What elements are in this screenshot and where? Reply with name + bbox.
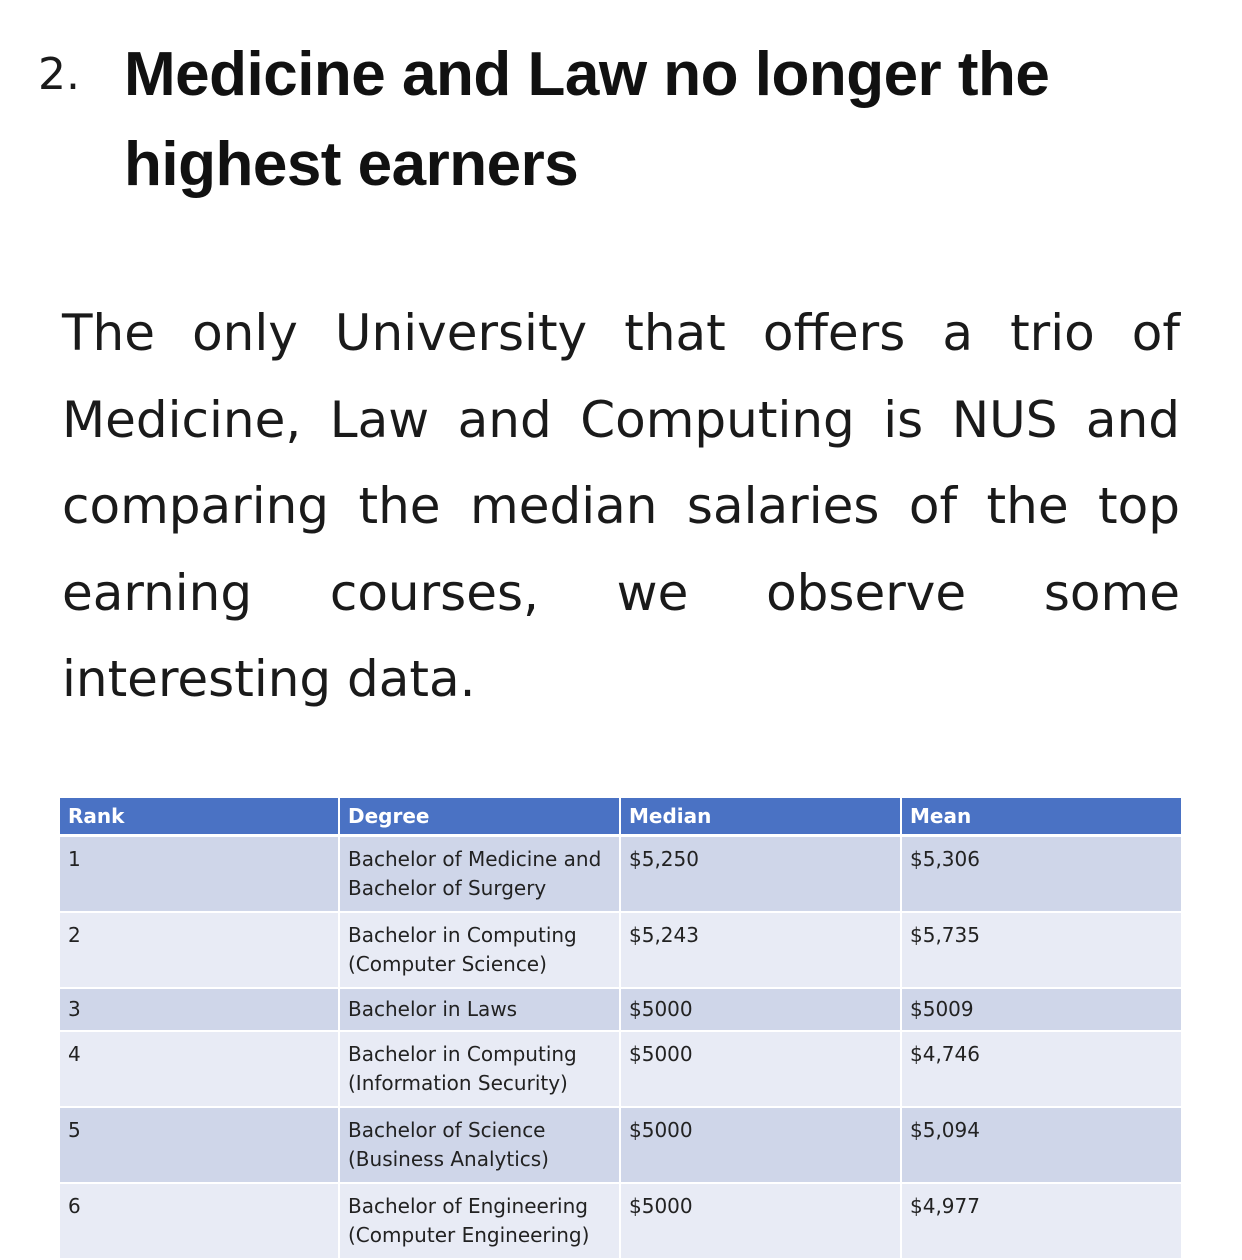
- section-number: 2.: [38, 49, 80, 100]
- degree-line: (Information Security): [348, 1071, 568, 1095]
- section-title: Medicine and Law no longer the highest earners: [124, 40, 1050, 199]
- rank-cell: 5: [60, 1107, 339, 1183]
- header-mean: Mean: [901, 798, 1181, 836]
- section-heading: [38, 30, 1158, 210]
- table-header-row: [60, 798, 1181, 836]
- table-row: [60, 836, 1181, 913]
- header-rank: Rank: [60, 798, 339, 836]
- table-row: [60, 1183, 1181, 1259]
- rank-cell: 6: [60, 1183, 339, 1259]
- salary-table: [60, 798, 1181, 1260]
- degree-cell: [339, 1107, 620, 1183]
- degree-line: Bachelor of Engineering: [348, 1194, 588, 1218]
- degree-line: (Business Analytics): [348, 1147, 549, 1171]
- degree-line: Bachelor of Surgery: [348, 876, 547, 900]
- degree-line: Bachelor of Medicine and: [348, 847, 602, 871]
- rank-cell: 4: [60, 1031, 339, 1107]
- header-median: Median: [620, 798, 901, 836]
- median-cell: $5,243: [620, 912, 901, 988]
- header-degree: Degree: [339, 798, 620, 836]
- mean-cell: $5,094: [901, 1107, 1181, 1183]
- degree-cell: [339, 1031, 620, 1107]
- median-cell: $5000: [620, 1107, 901, 1183]
- mean-cell: $5,735: [901, 912, 1181, 988]
- degree-cell: [339, 836, 620, 913]
- median-cell: $5,250: [620, 836, 901, 913]
- mean-cell: $4,746: [901, 1031, 1181, 1107]
- table-row: [60, 1031, 1181, 1107]
- rank-cell: 3: [60, 988, 339, 1031]
- rank-cell: 2: [60, 912, 339, 988]
- intro-paragraph: The only University that offers a trio of Medicine, Law and Computing is NUS and comparing the median salaries of the top earning courses, we observe some interesting data.: [62, 304, 1180, 708]
- degree-line: (Computer Engineering): [348, 1223, 590, 1247]
- table-row: [60, 988, 1181, 1031]
- degree-line: (Computer Science): [348, 952, 547, 976]
- degree-line: Bachelor of Science: [348, 1118, 546, 1142]
- median-cell: $5000: [620, 1031, 901, 1107]
- mean-cell: $4,977: [901, 1183, 1181, 1259]
- rank-cell: 1: [60, 836, 339, 913]
- median-cell: $5000: [620, 988, 901, 1031]
- degree-line: Bachelor in Computing: [348, 1042, 577, 1066]
- median-cell: $5000: [620, 1183, 901, 1259]
- table-row: [60, 1107, 1181, 1183]
- mean-cell: $5,306: [901, 836, 1181, 913]
- degree-cell: [339, 912, 620, 988]
- degree-cell: [339, 988, 620, 1031]
- table-row: [60, 912, 1181, 988]
- mean-cell: $5009: [901, 988, 1181, 1031]
- degree-line: Bachelor in Computing: [348, 923, 577, 947]
- degree-line: Bachelor in Laws: [348, 997, 518, 1021]
- salary-table-container: [60, 798, 1181, 1260]
- degree-cell: [339, 1183, 620, 1259]
